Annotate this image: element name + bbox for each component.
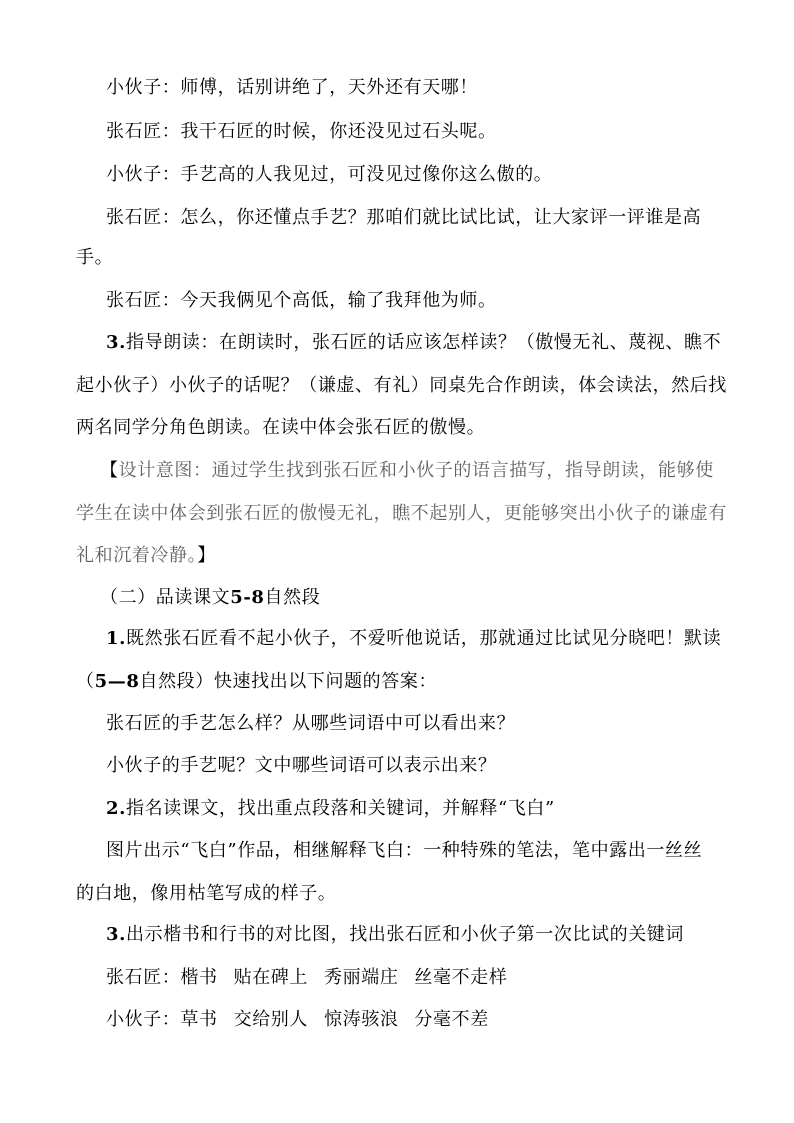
bracket-close: 】 xyxy=(197,545,216,566)
item-number: 3. xyxy=(106,924,126,945)
text: 张石匠：我干石匠的时候，你还没见过石头呢。 xyxy=(106,121,497,142)
speaker: 小伙子： xyxy=(106,1009,181,1030)
text: 出示楷书和行书的对比图，找出张石匠和小伙子第一次比试的关键词 xyxy=(126,924,684,945)
text: 起小伙子）小伙子的话呢？（谦虚、有礼）同桌先合作朗读，体会读法，然后找 xyxy=(76,375,727,396)
text: 自然段 xyxy=(264,587,321,608)
question-line xyxy=(106,754,497,778)
bracket-open: 【 xyxy=(100,460,119,481)
paragraph-line xyxy=(106,923,684,947)
keyword: 草书 xyxy=(180,1009,218,1030)
keyword: 楷书 xyxy=(180,967,218,988)
keyword: 分毫不差 xyxy=(414,1009,489,1030)
text: 图片出示“飞白”作品，相继解释飞白：一种特殊的笔法，笔中露出一丝丝 xyxy=(106,840,703,861)
paragraph-line xyxy=(106,627,721,651)
text: 张石匠：今天我俩见个高低，输了我拜他为师。 xyxy=(106,290,497,311)
item-number: 2. xyxy=(106,798,126,819)
text: 指导朗读：在朗读时，张石匠的话应该怎样读？（傲慢无礼、蔑视、瞧不 xyxy=(126,332,722,353)
keyword: 丝毫不走样 xyxy=(414,967,508,988)
speaker: 张石匠： xyxy=(106,967,181,988)
text: 手。 xyxy=(76,247,114,268)
keyword-line xyxy=(106,1008,489,1032)
dialogue-line xyxy=(106,76,478,100)
text: （二）品读课文 xyxy=(100,587,231,608)
keyword: 交给别人 xyxy=(233,1009,309,1030)
text: 礼和沉着冷静。 xyxy=(76,545,198,566)
dialogue-line xyxy=(106,289,497,313)
paragraph-line xyxy=(76,416,485,440)
text: 张石匠的手艺怎么样？从哪些词语中可以看出来？ xyxy=(106,713,516,734)
dialogue-line xyxy=(106,120,497,144)
dialogue-line-continued xyxy=(76,246,113,270)
paragraph-line xyxy=(76,670,437,694)
text: 的白地，像用枯笔写成的样子。 xyxy=(76,883,337,904)
paragraph-line xyxy=(76,882,336,906)
text: 小伙子的手艺呢？文中哪些词语可以表示出来？ xyxy=(106,755,497,776)
keyword-line xyxy=(106,966,507,990)
text: 两名同学分角色朗读。在读中体会张石匠的傲慢。 xyxy=(76,417,486,438)
text: （ xyxy=(76,671,95,692)
paragraph-line xyxy=(76,374,727,398)
text: 自然段）快速找出以下问题的答案： xyxy=(139,671,438,692)
text: 既然张石匠看不起小伙子，不爱听他说话，那就通过比试见分晓吧！默读 xyxy=(126,628,722,649)
item-number: 3. xyxy=(106,332,126,353)
text: 设计意图：通过学生找到张石匠和小伙子的语言描写，指导朗读，能够使 xyxy=(118,460,714,481)
paragraph-line xyxy=(106,797,555,821)
text: 小伙子：师傅，话别讲绝了，天外还有天哪！ xyxy=(106,77,478,98)
paragraph-line xyxy=(106,331,721,355)
design-intent-line xyxy=(100,459,714,483)
text: 学生在读中体会到张石匠的傲慢无礼，瞧不起别人，更能够突出小伙子的谦虚有 xyxy=(76,503,727,524)
keyword: 秀丽端庄 xyxy=(324,967,399,988)
item-number: 1. xyxy=(106,628,126,649)
dialogue-line xyxy=(106,206,701,230)
text: 张石匠：怎么，你还懂点手艺？那咱们就比试比试，让大家评一评谁是高 xyxy=(106,207,702,228)
design-intent-line xyxy=(76,502,727,526)
text: 指名读课文，找出重点段落和关键词，并解释“飞白” xyxy=(126,798,555,819)
dialogue-line xyxy=(106,163,552,187)
question-line xyxy=(106,712,515,736)
keyword: 惊涛骇浪 xyxy=(324,1009,399,1030)
range-number: 5-8 xyxy=(230,587,265,608)
design-intent-line xyxy=(76,544,216,568)
range-number: 5—8 xyxy=(94,671,140,692)
text: 小伙子：手艺高的人我见过，可没见过像你这么傲的。 xyxy=(106,164,553,185)
keyword: 贴在碑上 xyxy=(233,967,309,988)
section-heading xyxy=(100,586,320,610)
paragraph-line xyxy=(106,839,702,863)
